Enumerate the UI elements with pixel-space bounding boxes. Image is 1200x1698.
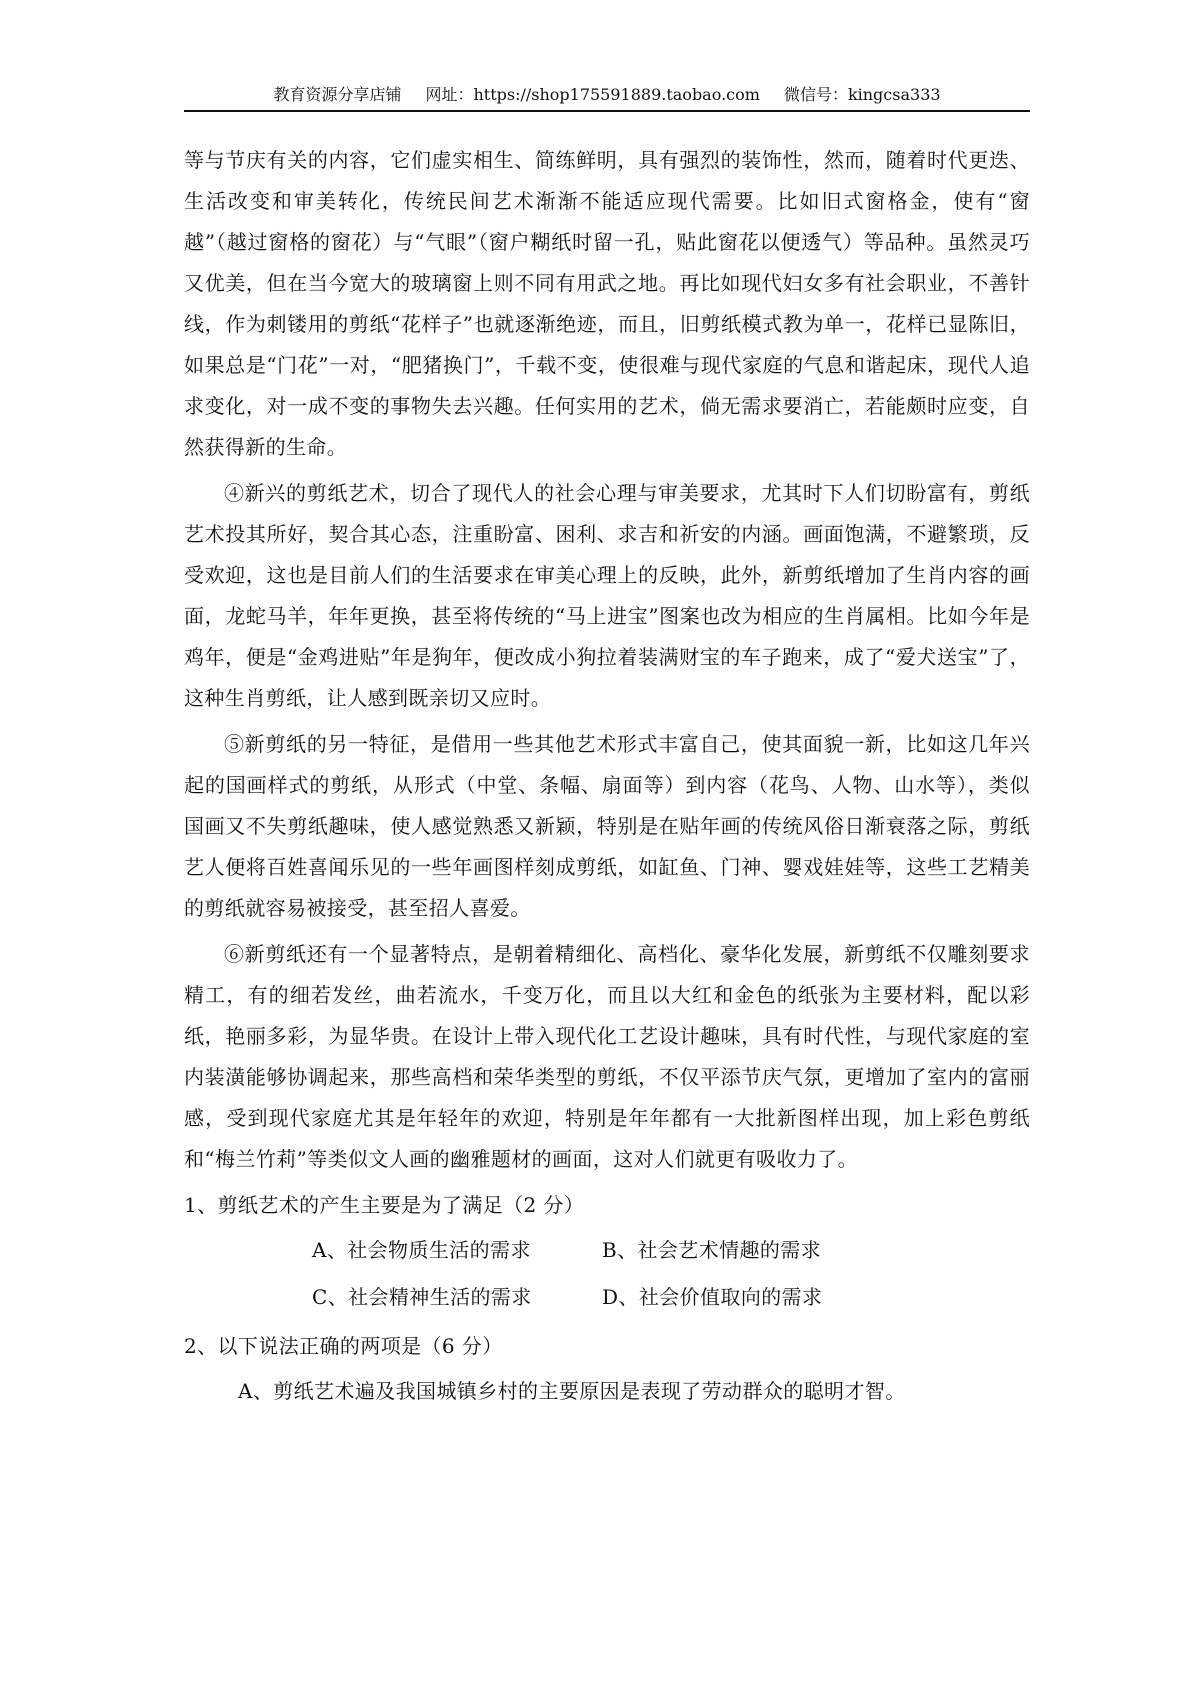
paragraph-4: ④新兴的剪纸艺术，切合了现代人的社会心理与审美要求，尤其时下人们切盼富有，剪纸艺术投其所好，契合其心态，注重盼富、困利、求吉和祈安的内涵。画面饱满，不避繁琐，反受欢迎，这也是目前人们的生活要求在审美心理上的反映，此外，新剪纸增加了生肖内容的画面，龙蛇马羊，年年更换，甚至将传统的“马上进宝”图案也改为相应的生肖属相。比如今年是鸡年，便是“金鸡进贴”年是狗年，便改成小狗拉着装满财宝的车子跑来，成了“爱犬送宝”了，这种生肖剪纸，让人感到既亲切又应时。 [184,481,1030,710]
question-1-option-b: B、社会艺术情趣的需求 [602,1238,822,1262]
header-divider [184,110,1030,112]
paragraph-continued: 等与节庆有关的内容，它们虚实相生、简练鲜明，具有强烈的装饰性，然而，随着时代更迭、生活改变和审美转化，传统民间艺术渐渐不能适应现代需要。比如旧式窗格金，使有“窗越”（越过窗格的窗花）与“气眼”（窗户糊纸时留一孔，贴此窗花以便透气）等品种。虽然灵巧又优美，但在当今宽大的玻璃窗上则不同有用武之地。再比如现代妇女多有社会职业，不善针线，作为刺镂用的剪纸“花样子”也就逐渐绝迹，而且，旧剪纸模式教为单一，花样已显陈旧，如果总是“门花”一对，“肥猪换门”，千载不变，使很难与现代家庭的气息和谐起床，现代人追求变化，对一成不变的事物失去兴趣。任何实用的艺术，倘无需求要消亡，若能颇时应变，自然获得新的生命。 [184,148,1030,459]
question-1-options-row-1 [312,1227,1030,1274]
header-shop-name: 教育资源分享店铺 [273,85,402,104]
paragraph-5: ⑤新剪纸的另一特征，是借用一些其他艺术形式丰富自己，使其面貌一新，比如这几年兴起的国画样式的剪纸，从形式（中堂、条幅、扇面等）到内容（花鸟、人物、山水等），类似国画又不失剪纸趣味，使人感觉熟悉又新颖，特别是在贴年画的传统风俗日渐衰落之际，剪纸艺人便将百姓喜闻乐见的一些年画图样刻成剪纸，如缸鱼、门神、婴戏娃娃等，这些工艺精美的剪纸就容易被接受，甚至招人喜爱。 [184,732,1030,920]
document-body [184,140,1030,1415]
header-wechat: 微信号：kingcsa333 [783,85,941,104]
question-2-stem: 2、以下说法正确的两项是（6 分） [184,1334,503,1358]
question-1-option-a: A、社会物质生活的需求 [312,1238,531,1262]
question-2-option-a: A、剪纸艺术遍及我国城镇乡村的主要原因是表现了劳动群众的聪明才智。 [238,1379,906,1403]
paragraph-6: ⑥新剪纸还有一个显著特点，是朝着精细化、高档化、豪华化发展，新剪纸不仅雕刻要求精工，有的细若发丝，曲若流水，千变万化，而且以大红和金色的纸张为主要材料，配以彩纸，艳丽多彩，为显华贵。在设计上带入现代化工艺设计趣味，具有时代性，与现代家庭的室内装潢能够协调起来，那些高档和荣华类型的剪纸，不仅平添节庆气氛，更增加了室内的富丽感，受到现代家庭尤其是年轻年的欢迎，特别是年年都有一大批新图样出现，加上彩色剪纸和“梅兰竹莉”等类似文人画的幽雅题材的画面，这对人们就更有吸收力了。 [184,942,1030,1171]
question-1-stem: 1、剪纸艺术的产生主要是为了满足（2 分） [184,1193,585,1217]
header-website: 网址：https://shop175591889.taobao.com [425,85,760,104]
question-1-option-c: C、社会精神生活的需求 [312,1285,532,1309]
question-1-options [184,1227,1030,1321]
question-1-option-d: D、社会价值取向的需求 [602,1285,823,1309]
page-header [184,84,1030,106]
question-1-options-row-2 [312,1274,1030,1321]
